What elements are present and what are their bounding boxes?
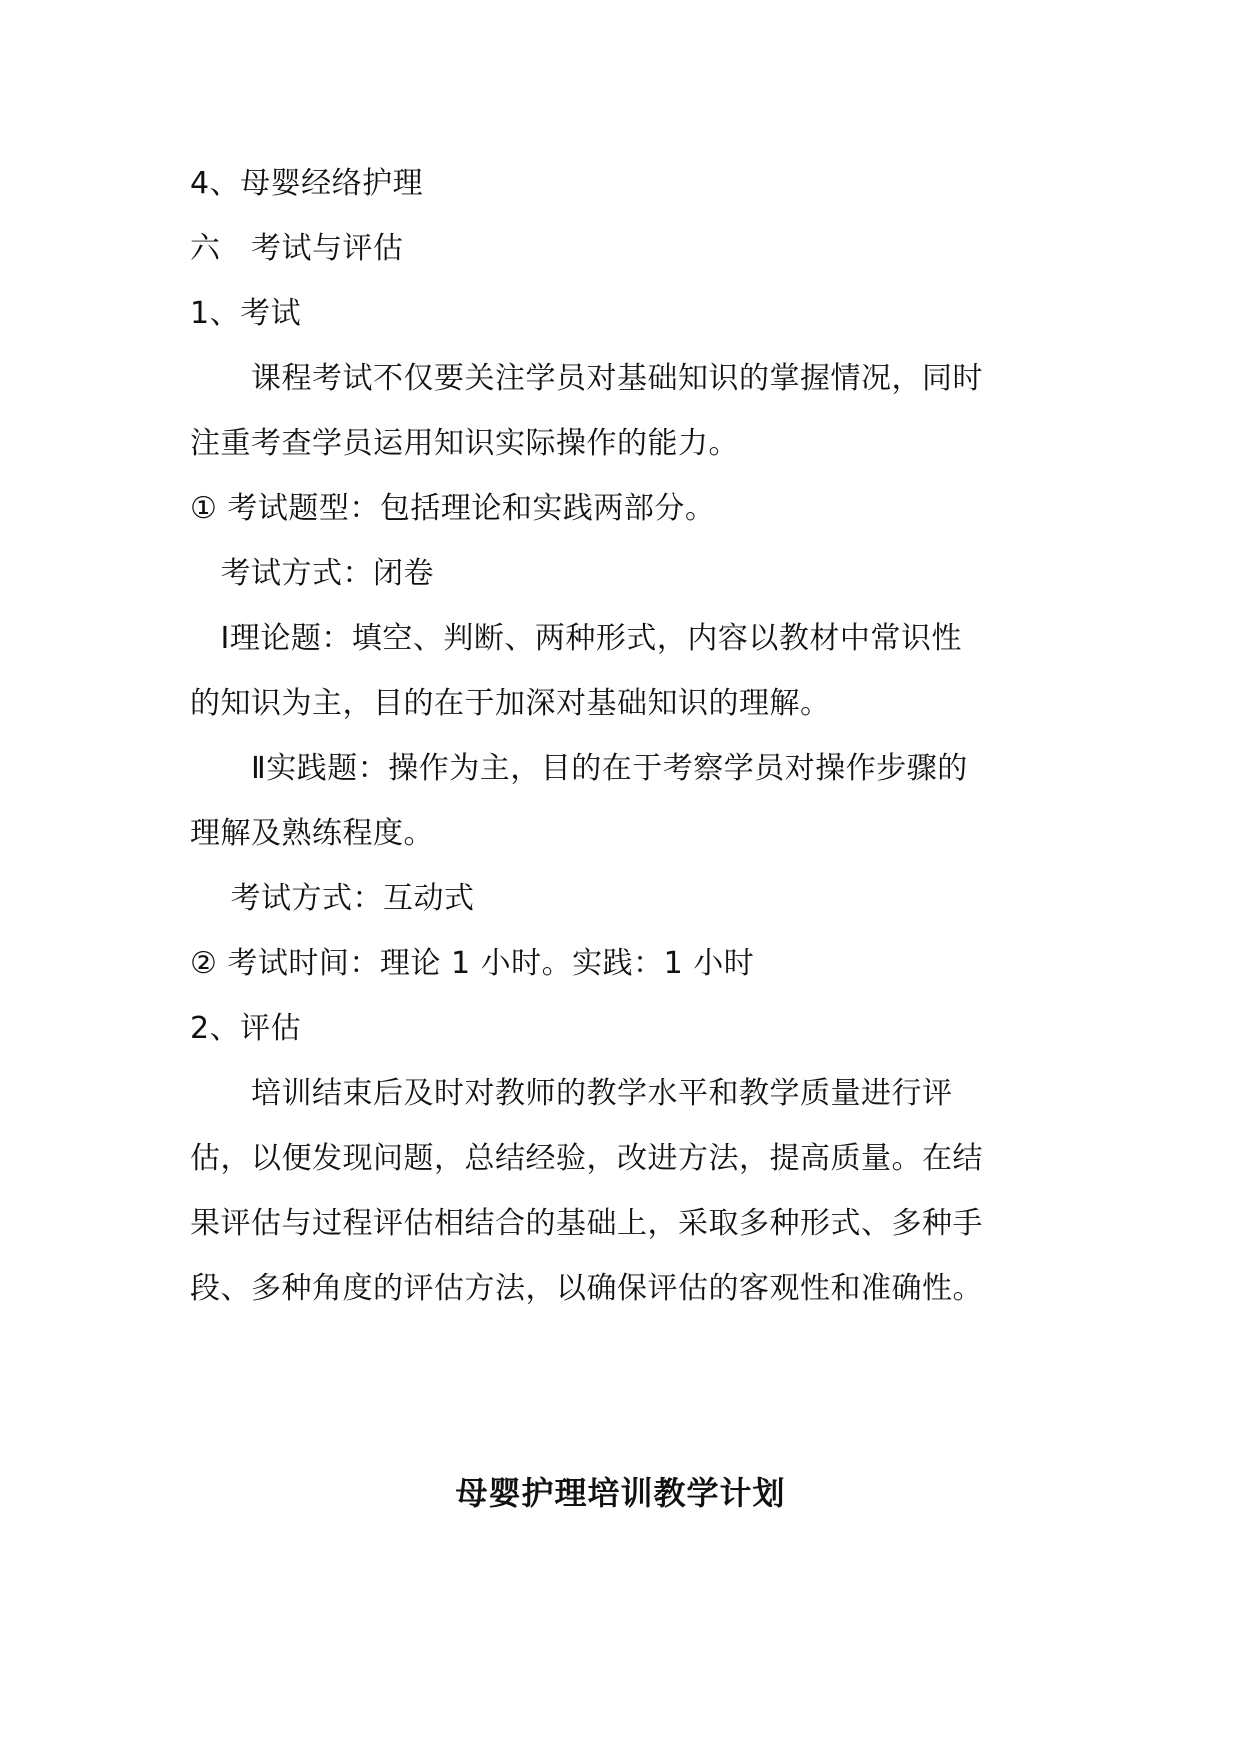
section-title: 母婴护理培训教学计划 bbox=[455, 1474, 786, 1512]
exam-method-closed-book: 考试方式：闭卷 bbox=[190, 556, 434, 591]
list-item-meridian-care: 4、母婴经络护理 bbox=[190, 166, 424, 201]
subheading-exam: 1、考试 bbox=[190, 296, 302, 331]
paragraph-line: 培训结束后及时对教师的教学水平和教学质量进行评 bbox=[190, 1076, 953, 1111]
exam-question-types: ① 考试题型：包括理论和实践两部分。 bbox=[190, 491, 716, 526]
paragraph-line: 估，以便发现问题，总结经验，改进方法，提高质量。在结 bbox=[190, 1141, 983, 1176]
paragraph-line: 注重考查学员运用知识实际操作的能力。 bbox=[190, 426, 739, 461]
paragraph-line: 段、多种角度的评估方法，以确保评估的客观性和准确性。 bbox=[190, 1271, 983, 1306]
paragraph-line: 果评估与过程评估相结合的基础上，采取多种形式、多种手 bbox=[190, 1206, 983, 1241]
section-heading-exam-evaluation: 六 考试与评估 bbox=[190, 231, 404, 266]
exam-duration: ② 考试时间：理论 1 小时。实践：1 小时 bbox=[190, 946, 755, 981]
paragraph-line: 的知识为主，目的在于加深对基础知识的理解。 bbox=[190, 686, 831, 721]
paragraph-line: 课程考试不仅要关注学员对基础知识的掌握情况，同时 bbox=[190, 361, 983, 396]
paragraph-line: 理解及熟练程度。 bbox=[190, 816, 434, 851]
theory-questions-line: Ⅰ理论题：填空、判断、两种形式，内容以教材中常识性 bbox=[190, 621, 962, 656]
subheading-evaluation: 2、评估 bbox=[190, 1011, 302, 1046]
exam-method-interactive: 考试方式：互动式 bbox=[190, 881, 475, 916]
practice-questions-line: Ⅱ实践题：操作为主，目的在于考察学员对操作步骤的 bbox=[190, 751, 968, 786]
